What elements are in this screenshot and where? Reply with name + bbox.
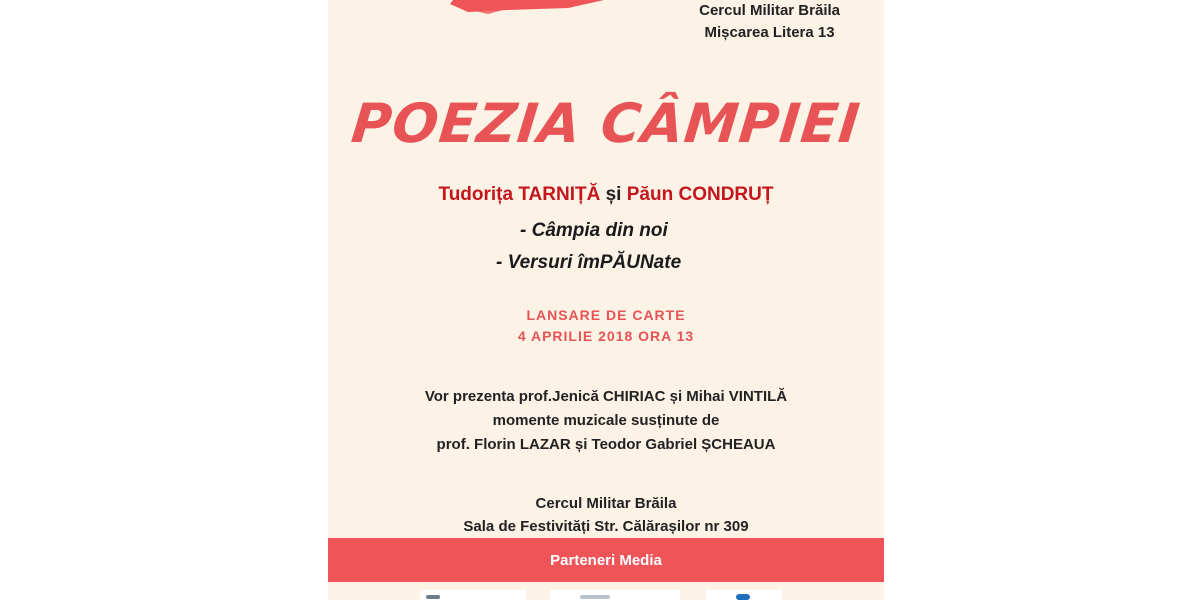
poster-title: POEZIA CÂMPIEI (348, 92, 864, 155)
venue-line-2: Sala de Festivități Str. Călărașilor nr 309 (463, 518, 749, 535)
presenters-block (328, 385, 884, 457)
authors-line (328, 184, 884, 206)
organizer-line-1: Cercul Militar Brăila (699, 2, 840, 19)
partner-logo-1 (420, 590, 526, 600)
organizer-line-2: Mișcarea Litera 13 (704, 24, 835, 41)
book-titles (496, 215, 681, 279)
book-title-1: - Câmpia din noi (520, 220, 668, 241)
organizers-block (699, 0, 840, 44)
launch-info (328, 305, 884, 347)
authors-conjunction: și (605, 184, 622, 205)
brush-stroke-decoration (448, 0, 608, 22)
partner-logo-2 (550, 590, 680, 600)
author-2: Păun CONDRUȚ (626, 184, 774, 205)
partner-logo-3 (706, 590, 782, 600)
partner-logo-2-mark (580, 595, 610, 599)
presenters-line-1: Vor prezenta prof.Jenică CHIRIAC și Mihai VINTILĂ (424, 388, 788, 405)
launch-label: LANSARE DE CARTE (526, 307, 686, 323)
venue-line-1: Cercul Militar Brăila (535, 495, 677, 512)
partner-logo-1-mark (426, 595, 440, 599)
launch-datetime: 4 APRILIE 2018 ORA 13 (517, 328, 695, 344)
media-partners-label: Parteneri Media (550, 551, 662, 569)
book-title-2: - Versuri îmPĂUNate (496, 252, 682, 273)
event-poster (328, 0, 884, 600)
author-1: Tudorița TARNIȚĂ (438, 184, 601, 205)
media-partners-band (328, 538, 884, 582)
partner-logo-3-mark (736, 594, 750, 600)
presenters-line-3: prof. Florin LAZAR și Teodor Gabriel ȘCHEAUA (436, 436, 776, 453)
venue-block (328, 492, 884, 538)
presenters-line-2: momente muzicale susținute de (492, 412, 720, 429)
